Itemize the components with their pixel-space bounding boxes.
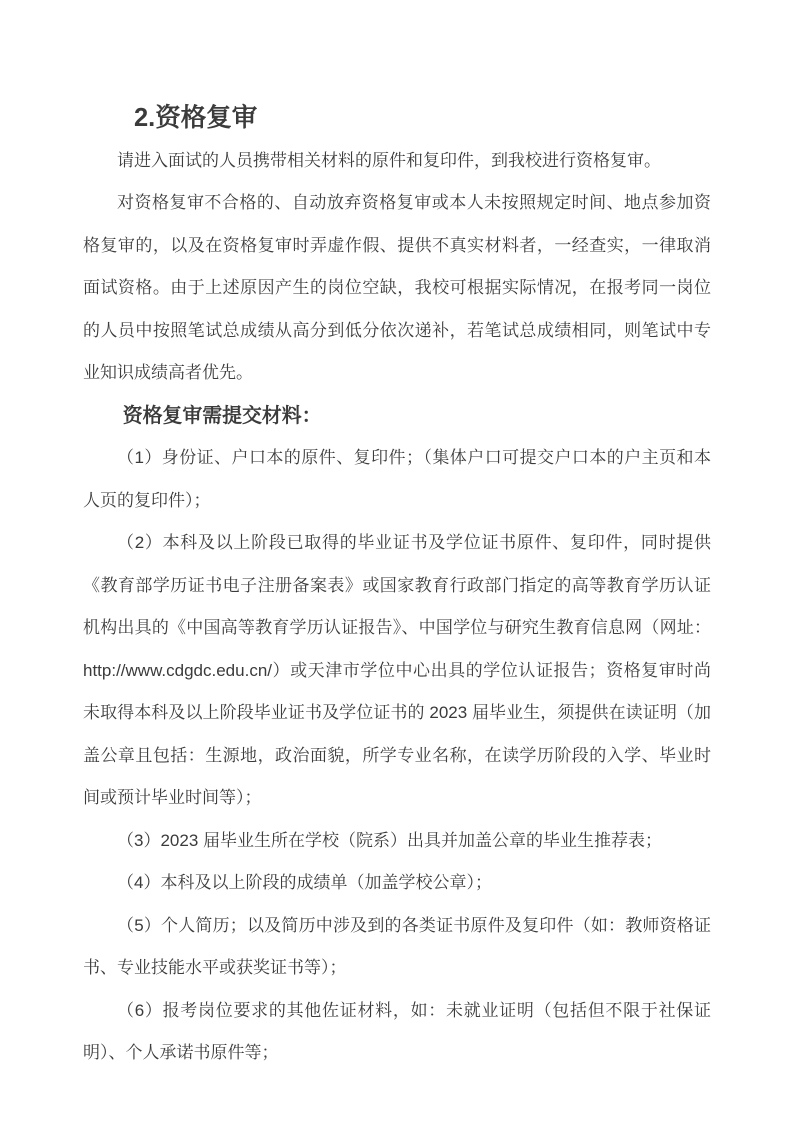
- material-item-5: （5）个人简历；以及简历中涉及到的各类证书原件及复印件（如：教师资格证书、专业技能水平或获奖证书等）；: [83, 915, 711, 977]
- material-item-1: （1）身份证、户口本的原件、复印件；（集体户口可提交户口本的户主页和本人页的复印件）；: [83, 448, 711, 510]
- paragraph-disqualification-rules: 对资格复审不合格的、自动放弃资格复审或本人未按照规定时间、地点参加资格复审的，以及在资格复审时弄虚作假、提供不真实材料者，一经查实，一律取消面试资格。由于上述原因产生的岗位空缺，我校可根据实际情况，在报考同一岗位的人员中按照笔试总成绩从高分到低分依次递补，若笔试总成绩相同，则笔试中专业知识成绩高者优先。: [83, 193, 711, 382]
- section-heading: 2.资格复审: [134, 104, 258, 132]
- materials-subheading: 资格复审需提交材料：: [122, 404, 322, 427]
- material-item-2: （2）本科及以上阶段已取得的毕业证书及学位证书原件、复印件，同时提供《教育部学历证书电子注册备案表》或国家教育行政部门指定的高等教育学历认证机构出具的《中国高等教育学历认证报告》、中国学位与研究生教育信息网（网址：http://www.cdgdc.edu.cn/）或天津市学位中心出具的学位认证报告；资格复审时尚未取得本科及以上阶段毕业证书及学位证书的 2023 届毕业生，须提供在读证明（加盖公章且包括：生源地，政治面貌，所学专业名称，在读学历阶段的入学、毕业时间或预计毕业时间等）；: [83, 533, 711, 807]
- material-item-3: （3）2023 届毕业生所在学校（院系）出具并加盖公章的毕业生推荐表；: [117, 830, 662, 850]
- material-item-6: （6）报考岗位要求的其他佐证材料，如：未就业证明（包括但不限于社保证明）、个人承诺书原件等；: [83, 1000, 711, 1062]
- paragraph-intro: 请进入面试的人员携带相关材料的原件和复印件，到我校进行资格复审。: [117, 150, 661, 170]
- material-item-4: （4）本科及以上阶段的成绩单（加盖学校公章）；: [117, 873, 492, 892]
